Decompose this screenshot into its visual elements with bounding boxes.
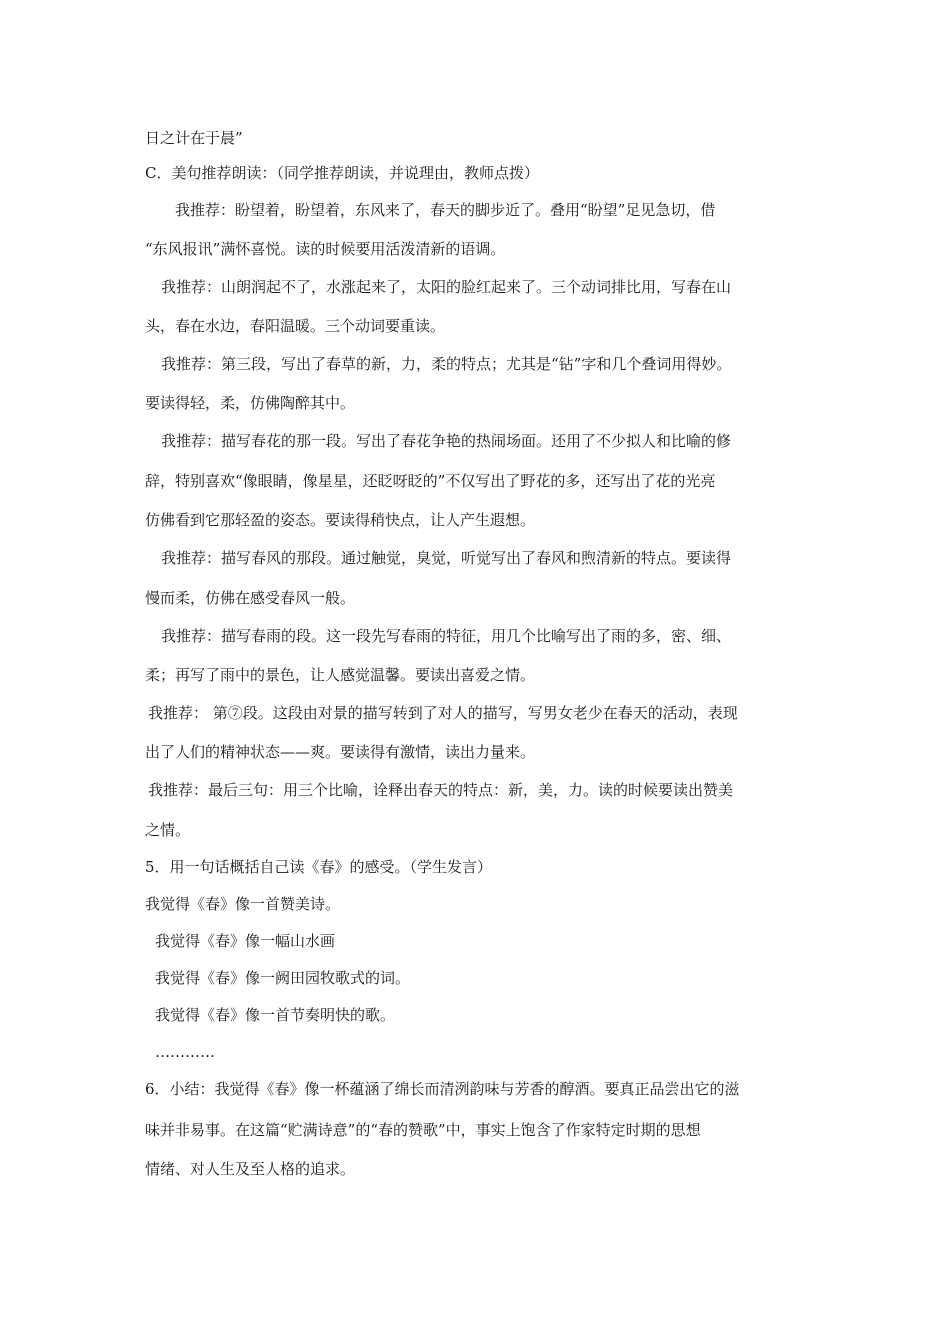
feeling-item: 我觉得《春》像一阙田园牧歌式的词。 [155, 969, 411, 987]
section-heading-6: 6．小结：我觉得《春》像一杯蕴涵了绵长而清洌韵味与芳香的醇酒。要真正品尝出它的滋 [145, 1080, 740, 1098]
text-line: 辞，特别喜欢“像眼睛，像星星，还眨呀眨的”不仅写出了野花的多，还写出了花的光亮 [145, 472, 716, 490]
ellipsis-line: ………… [155, 1043, 215, 1061]
recommendation-paragraph: 我推荐： 第⑦段。这段由对景的描写转到了对人的描写，写男女老少在春天的活动，表现 [148, 704, 738, 722]
text-line: 要读得轻，柔，仿佛陶醉其中。 [145, 394, 356, 412]
recommendation-paragraph: 我推荐：山朗润起不了，水涨起来了，太阳的脸红起来了。三个动词排比用，写春在山 [161, 278, 732, 296]
feeling-item: 我觉得《春》像一首节奏明快的歌。 [155, 1006, 396, 1024]
text-line: 头，春在水边，春阳温暖。三个动词要重读。 [145, 317, 446, 335]
recommendation-paragraph: 我推荐：最后三句：用三个比喻，诠释出春天的特点：新，美，力。读的时候要读出赞美 [148, 781, 734, 799]
recommendation-paragraph: 我推荐：第三段，写出了春草的新，力，柔的特点；尤其是“钻”字和几个叠词用得妙。 [161, 355, 732, 373]
text-line: 慢而柔，仿佛在感受春风一般。 [145, 589, 356, 607]
section-heading-c: C．美句推荐朗读：（同学推荐朗读，并说理由，教师点拨） [145, 164, 539, 182]
text-line: 仿佛看到它那轻盈的姿态。要读得稍快点，让人产生遐想。 [145, 511, 536, 529]
recommendation-paragraph: 我推荐：盼望着，盼望着，东风来了，春天的脚步近了。叠用“盼望”足见急切，借 [175, 201, 716, 219]
text-line: 之情。 [145, 821, 191, 839]
text-line: 柔；再写了雨中的景色，让人感觉温馨。要读出喜爱之情。 [145, 666, 536, 684]
recommendation-paragraph: 我推荐：描写春风的那段。通过触觉，臭觉，听觉写出了春风和煦清新的特点。要读得 [161, 549, 732, 567]
text-line: 情绪、对人生及至人格的追求。 [145, 1160, 356, 1178]
text-line: 出了人们的精神状态——爽。要读得有激情，读出力量来。 [145, 743, 536, 761]
feeling-item: 我觉得《春》像一幅山水画 [155, 932, 336, 950]
recommendation-paragraph: 我推荐：描写春花的那一段。写出了春花争艳的热闹场面。还用了不少拟人和比喻的修 [161, 432, 732, 450]
text-line: 味并非易事。在这篇“贮满诗意”的“春的赞歌”中，事实上饱含了作家特定时期的思想 [145, 1121, 701, 1139]
feeling-item: 我觉得《春》像一首赞美诗。 [145, 895, 341, 913]
text-line: “东风报讯”满怀喜悦。读的时候要用活泼清新的语调。 [145, 240, 506, 258]
section-heading-5: 5．用一句话概括自己读《春》的感受。（学生发言） [145, 858, 493, 876]
text-line: 日之计在于晨” [145, 129, 243, 147]
recommendation-paragraph: 我推荐：描写春雨的段。这一段先写春雨的特征，用几个比喻写出了雨的多，密、细、 [161, 627, 732, 645]
